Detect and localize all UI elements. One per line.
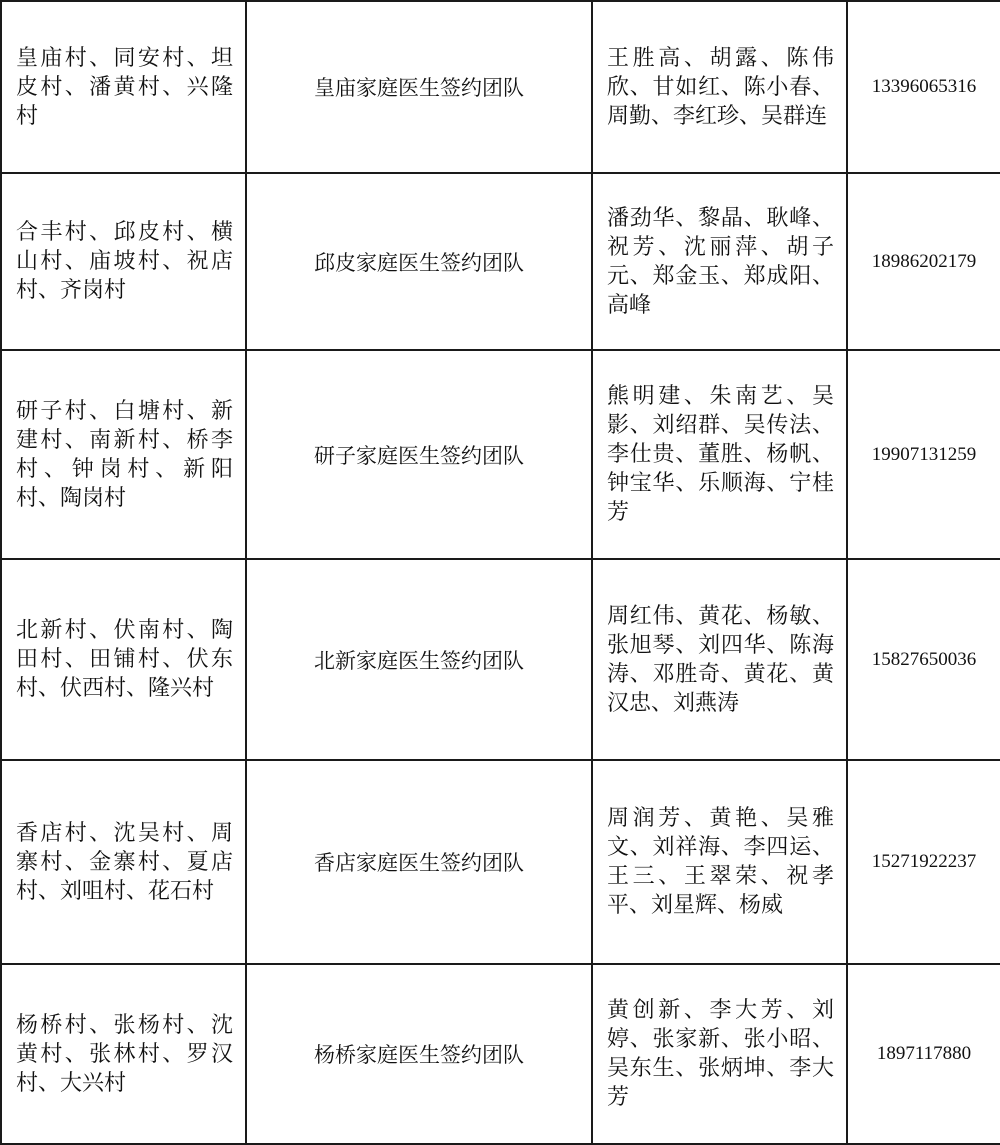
phone-cell: 13396065316 (847, 1, 1000, 173)
members-cell: 潘劲华、黎晶、耿峰、祝芳、沈丽萍、胡子元、郑金玉、郑成阳、高峰 (592, 173, 847, 350)
villages-cell: 北新村、伏南村、陶田村、田铺村、伏东村、伏西村、隆兴村 (1, 559, 246, 760)
phone-cell: 15827650036 (847, 559, 1000, 760)
villages-cell: 皇庙村、同安村、坦皮村、潘黄村、兴隆村 (1, 1, 246, 173)
villages-cell: 研子村、白塘村、新建村、南新村、桥李村、钟岗村、新阳村、陶岗村 (1, 350, 246, 559)
table-row (1, 559, 1000, 760)
phone-cell: 1897117880 (847, 964, 1000, 1144)
team-name-cell: 香店家庭医生签约团队 (246, 760, 592, 964)
table-row (1, 173, 1000, 350)
table-row (1, 1, 1000, 173)
team-name-cell: 皇庙家庭医生签约团队 (246, 1, 592, 173)
members-cell: 周润芳、黄艳、吴雅文、刘祥海、李四运、王三、王翠荣、祝孝平、刘星辉、杨威 (592, 760, 847, 964)
members-cell: 王胜高、胡露、陈伟欣、甘如红、陈小春、周勤、李红珍、吴群连 (592, 1, 847, 173)
team-name-cell: 研子家庭医生签约团队 (246, 350, 592, 559)
members-cell: 熊明建、朱南艺、吴影、刘绍群、吴传法、李仕贵、董胜、杨帆、钟宝华、乐顺海、宁桂芳 (592, 350, 847, 559)
team-name-cell: 邱皮家庭医生签约团队 (246, 173, 592, 350)
villages-cell: 合丰村、邱皮村、横山村、庙坡村、祝店村、齐岗村 (1, 173, 246, 350)
villages-cell: 杨桥村、张杨村、沈黄村、张林村、罗汉村、大兴村 (1, 964, 246, 1144)
team-name-cell: 杨桥家庭医生签约团队 (246, 964, 592, 1144)
villages-cell: 香店村、沈吴村、周寨村、金寨村、夏店村、刘咀村、花石村 (1, 760, 246, 964)
team-name-cell: 北新家庭医生签约团队 (246, 559, 592, 760)
phone-cell: 18986202179 (847, 173, 1000, 350)
members-cell: 周红伟、黄花、杨敏、张旭琴、刘四华、陈海涛、邓胜奇、黄花、黄汉忠、刘燕涛 (592, 559, 847, 760)
phone-cell: 15271922237 (847, 760, 1000, 964)
table-row (1, 964, 1000, 1144)
phone-cell: 19907131259 (847, 350, 1000, 559)
table-row (1, 350, 1000, 559)
members-cell: 黄创新、李大芳、刘婷、张家新、张小昭、吴东生、张炳坤、李大芳 (592, 964, 847, 1144)
table-row (1, 760, 1000, 964)
